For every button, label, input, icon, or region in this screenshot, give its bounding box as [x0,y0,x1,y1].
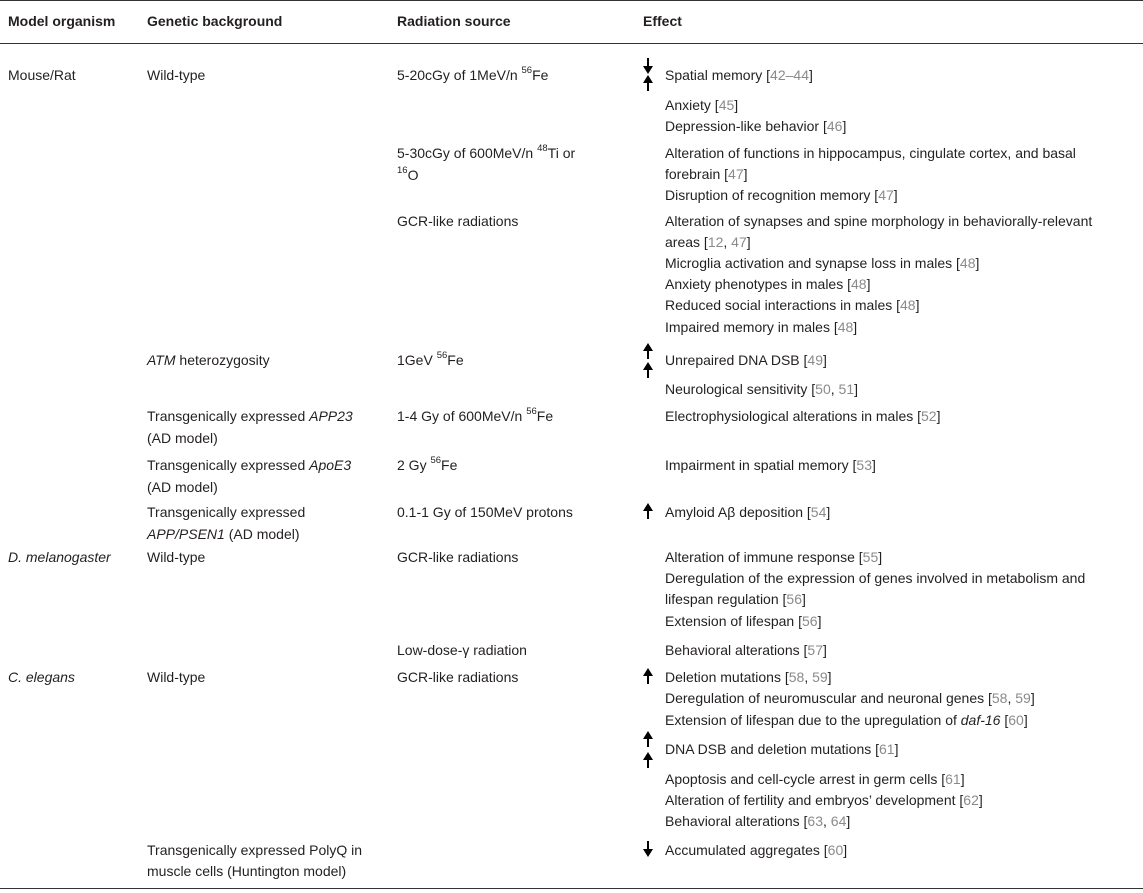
effect-neuromuscular-genes: Deregulation of neuromuscular and neuronal genes [58, 59] [665,690,1035,706]
source-ti-o-line1: 5-30cGy of 600MeV/n $^{48}$Ti or [397,143,576,161]
up-arrow-icon [643,752,653,768]
header-effect: Effect [643,13,682,29]
up-arrow-icon [643,503,653,519]
effect-unrepaired-dsb: Unrepaired DNA DSB [49] [665,352,827,368]
effect-microglia: Microglia activation and synapse loss in males [48] [665,255,980,271]
down-arrow-icon [643,841,653,857]
up-arrow-icon [643,75,653,91]
source-fe-2gy: 2 Gy $^{56}$Fe [397,455,458,473]
effect-social-interactions: Reduced social interactions in males [48] [665,297,920,313]
up-arrow-icon [643,343,653,359]
background-apoe3-line2: (AD model) [147,479,218,495]
effect-neurological-sensitivity: Neurological sensitivity [50, 51] [665,381,858,397]
source-ti-o-line2: $^{16}$O [397,165,419,183]
effect-gene-expression-line2: lifespan regulation [56] [665,591,806,607]
header-genetic-background: Genetic background [147,13,283,29]
effect-recognition-memory: Disruption of recognition memory [47] [665,187,898,203]
effect-deletion-mutations: Deletion mutations [58, 59] [665,669,832,685]
organism-mouse-rat: Mouse/Rat [8,67,76,83]
background-app23-line2: (AD model) [147,430,218,446]
effect-gene-expression-line1: Deregulation of the expression of genes involved in metabolism and [665,570,1086,586]
background-wild-type-celegans: Wild-type [147,669,206,685]
source-gcr-like-mouse: GCR-like radiations [397,213,519,229]
effect-anxiety: Anxiety [45] [665,97,739,113]
organism-c-elegans: C. elegans [8,669,75,685]
background-atm-heterozygosity: ATM heterozygosity [147,352,270,368]
header-radiation-source: Radiation source [397,13,511,29]
effect-behavioral-dmel: Behavioral alterations [57] [665,642,827,658]
effect-lifespan-extension: Extension of lifespan [56] [665,613,822,629]
source-fe-600mev: 1-4 Gy of 600MeV/n $^{56}$Fe [397,406,554,424]
source-gcr-like-celegans: GCR-like radiations [397,669,519,685]
source-fe-1gev: 1GeV $^{56}$Fe [397,350,464,368]
background-polyq-line1: Transgenically expressed PolyQ in [147,842,363,858]
effect-impaired-memory: Impaired memory in males [48] [665,319,858,335]
effect-spatial-memory: Spatial memory [42–44] [665,67,813,83]
effect-hippocampus-line1: Alteration of functions in hippocampus, cingulate cortex, and basal [665,145,1076,161]
effect-synapses-line1: Alteration of synapses and spine morphology in behaviorally-relevant [665,213,1093,229]
up-arrow-icon [643,731,653,747]
source-fe-1mev: 5-20cGy of 1MeV/n $^{56}$Fe [397,65,549,83]
table-top-rule [0,0,1143,1]
effect-spatial-memory-impairment: Impairment in spatial memory [53] [665,457,876,473]
effect-accumulated-aggregates: Accumulated aggregates [60] [665,842,848,858]
source-protons: 0.1-1 Gy of 150MeV protons [397,504,573,520]
effect-immune-response: Alteration of immune response [55] [665,549,883,565]
header-rule [0,43,1143,44]
effect-amyloid-deposition: Amyloid Aβ deposition [54] [665,504,831,520]
background-wild-type-dmel: Wild-type [147,549,206,565]
up-arrow-icon [643,362,653,378]
source-gcr-like-dmel: GCR-like radiations [397,549,519,565]
background-wild-type: Wild-type [147,67,206,83]
background-app-psen1-line2: APP/PSEN1 (AD model) [147,526,300,542]
source-low-dose-gamma: Low-dose-γ radiation [397,642,527,658]
table-bottom-rule [0,888,1143,889]
effect-electrophysiological: Electrophysiological alterations in males [52] [665,408,941,424]
organism-d-melanogaster: D. melanogaster [8,549,111,565]
header-model-organism: Model organism [8,13,116,29]
effect-apoptosis: Apoptosis and cell-cycle arrest in germ cells [61] [665,771,965,787]
effect-hippocampus-line2: forebrain [47] [665,166,748,182]
effect-fertility: Alteration of fertility and embryos’ development [62] [665,792,983,808]
effect-lifespan-daf16: Extension of lifespan due to the upregulation of daf-16 [60] [665,712,1028,728]
up-arrow-icon [643,668,653,684]
effect-depression-like: Depression-like behavior [46] [665,118,847,134]
effect-synapses-line2: areas [12, 47] [665,234,751,250]
background-app-psen1-line1: Transgenically expressed [147,504,306,520]
background-polyq-line2: muscle cells (Huntington model) [147,863,347,879]
effect-anxiety-phenotypes: Anxiety phenotypes in males [48] [665,276,871,292]
effect-dna-dsb-deletion: DNA DSB and deletion mutations [61] [665,741,899,757]
down-arrow-icon [643,58,653,74]
effect-behavioral-celegans: Behavioral alterations [63, 64] [665,813,851,829]
background-apoe3-line1: Transgenically expressed ApoE3 [147,457,352,473]
background-app23-line1: Transgenically expressed APP23 [147,408,353,424]
